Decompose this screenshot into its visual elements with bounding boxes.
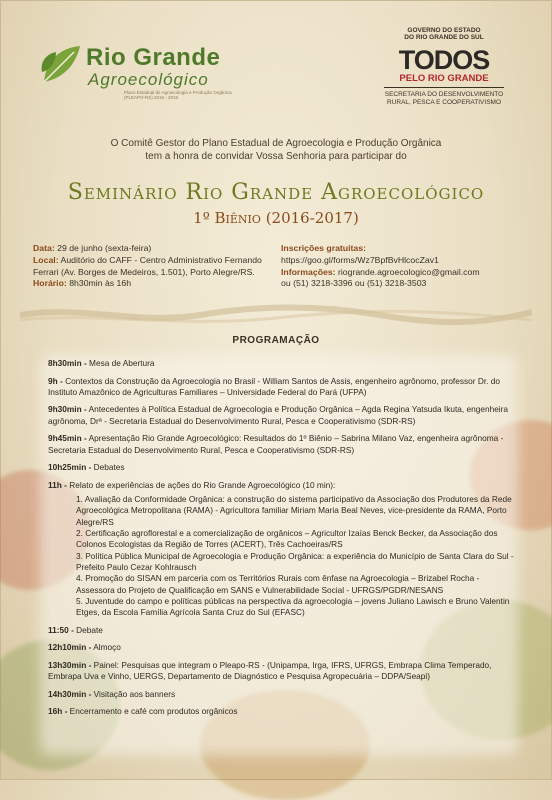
program-list	[48, 358, 518, 724]
todos-brand: TODOS	[398, 45, 490, 75]
experience-item: 3. Política Pública Municipal de Agroecologia e Produção Orgânica: a experiência do Município de Santa Clara do Sul - Prefeito Paulo Cezar Kohlrausch	[76, 550, 514, 572]
experience-item: 5. Juventude do campo e políticas públicas na perspectiva da agroecologia – jovens Juliano Lawisch e Bruno Valentin Etges, da Escola Família Agrícola Santa Cruz do Sul (EFASC)	[76, 595, 510, 618]
experience-item: 4. Promoção do SISAN em parceria com os Territórios Rurais com ênfase na Agroecologia – Brizabel Rocha - Assessora do Projeto de Qualificação em SANS e Vulnerabilidade Social - UFRGS/PGDR/NESANS	[76, 573, 480, 595]
gov-divider	[384, 87, 504, 88]
program-item: 12h10min - Almoço	[48, 642, 121, 653]
program-item: 11h - Relato de experiências de ações do Rio Grande Agroecológico (10 min): 1. Avaliação da Conformidade Orgânica: a construção do sistema participativo da Associação dos Produtores da Rede Agroecológica Metropolitana (RAMA) - Agricultora familiar Miriam Maria Beal Neves, vice-presidente da RAMA, Porto Alegre/RS 2. Certificação agroflorestal e a comercialização de orgânicos – Agricultor Izaías Benck Becker, da Associação dos Colonos Ecologistas da Região de Torres (ACERT), Três Cachoeiras/RS 3. Política Pública Municipal de Agroecologia e Produção Orgânica: a experiência do Município de Santa Clara do Sul - Prefeito Paulo Cezar Kohlrausch 4. Promoção do SISAN em parceria com os Territórios Rurais com ênfase na Agroecologia – Brizabel Rocha - Assessora do Projeto de Qualificação em SANS e Vulnerabilidade Social - UFRGS/PGDR/NESANS 5. Juventude do campo e políticas públicas na perspectiva da agroecologia – jovens Juliano Lawisch e Bruno Valentin Etges, da Escola Família Agrícola Santa Cruz do Sul (EFASC)	[48, 480, 518, 619]
program-item: 13h30min - Painel: Pesquisas que integram o Pleapo-RS - (Unipampa, Irga, IFRS, UFRGS, Embrapa Clima Temperado, Embrapa Uva e Vinho, UERGS, Departamento de Diagnóstico e Pesquisa Agropecuária – DDPA/Seapi)	[48, 659, 492, 682]
place-label: Local:	[33, 254, 59, 265]
gov-line1: GOVERNO DO ESTADO	[407, 27, 481, 34]
place-value: Auditório do CAFF - Centro Administrativo Fernando Ferrari (Av. Borges de Medeiros, 1.501), Porto Alegre/RS.	[33, 254, 262, 277]
date-label: Data:	[33, 243, 55, 253]
registration-info	[281, 243, 521, 290]
registration-link[interactable]: https://goo.gl/forms/Wz7BpfBvHlcocZav1	[281, 254, 439, 265]
program-item: 9h45min - Apresentação Rio Grande Agroecológico: Resultados do 1º Biênio – Sabrina Milano Vaz, engenheira agrônoma - Secretaria Estadual do Desenvolvimento Rural, Pesca e Cooperativismo (SDR-RS)	[48, 433, 504, 455]
program-item: 9h30min - Antecedentes à Política Estadual de Agroecologia e Produção Orgânica – Agda Regina Yatsuda Ikuta, engenheira agrônoma, Drª - Secretaria Estadual do Desenvolvimento Rural, Pesca e Cooperativismo (SDR-RS)	[48, 404, 509, 426]
rio-grande-agroecologico-logo	[40, 38, 240, 100]
government-logo	[378, 27, 510, 107]
program-item: 14h30min - Visitação aos banners	[48, 688, 176, 699]
contact-email[interactable]: riogrande.agroecologico@gmail.com	[335, 266, 480, 277]
experience-list	[48, 494, 518, 618]
program-item: 10h25min - Debates	[48, 462, 125, 473]
secretaria-line1: SECRETARIA DO DESENVOLVIMENTO	[384, 91, 504, 98]
contact-label: Informações:	[281, 266, 336, 277]
secretaria-line2: RURAL, PESCA E COOPERATIVISMO	[386, 99, 502, 106]
experience-item: 1. Avaliação da Conformidade Orgânica: a construção do sistema participativo da Associação dos Produtores da Rede Agroecológica Metropolitana (RAMA) - Agricultora familiar Miriam Maria Beal Neves, vice-presidente da RAMA, Porto Alegre/RS	[76, 494, 512, 527]
contact-phone: ou (51) 3218-3396 ou (51) 3218-3503	[281, 278, 427, 289]
date-row	[33, 243, 273, 255]
logo-line2: Agroecológico	[88, 70, 209, 89]
event-info	[33, 243, 273, 290]
experience-item: 2. Certificação agroflorestal e a comercialização de orgânicos – Agricultor Izaías Benck Becker, da Associação dos Colonos Ecologistas da Região de Torres (ACERT), Três Cachoeiras/RS	[76, 528, 498, 550]
gov-line2: DO RIO GRANDE DO SUL	[404, 34, 484, 41]
contact-row	[281, 267, 521, 279]
leaf-icon	[40, 42, 86, 86]
seminar-title: Seminário Rio Grande Agroecológico	[67, 180, 485, 205]
intro-line2: tem a honra de convidar Vossa Senhoria para participar do	[145, 151, 407, 162]
time-label: Horário:	[33, 278, 67, 289]
program-heading: PROGRAMAÇÃO	[232, 335, 320, 346]
program-item: 16h - Encerramento e café com produtos orgânicos	[48, 706, 238, 717]
seminar-subtitle: 1º Biênio (2016-2017)	[193, 209, 359, 227]
invitation-intro	[60, 137, 492, 163]
todos-brand-sub: PELO RIO GRANDE	[399, 73, 489, 84]
program-item: 11:50 - Debate	[48, 624, 103, 635]
ornament-divider	[20, 300, 532, 330]
program-item: 9h - Contextos da Construção da Agroecologia no Brasil - William Santos de Assis, engenheiro agrônomo, professor Dr. do Instituto Amazônico de Agriculturas Familiares – Universidade Federal do Pará (UFPA)	[48, 375, 500, 397]
registration-label: Inscrições gratuitas:	[281, 243, 366, 253]
time-value: 8h30min às 16h	[66, 278, 132, 289]
place-row	[33, 255, 273, 279]
date-value: 29 de junho (sexta-feira)	[54, 243, 152, 253]
logo-line1: Rio Grande	[86, 44, 221, 71]
program-item: 8h30min - Mesa de Abertura	[48, 358, 155, 368]
intro-line1: O Comitê Gestor do Plano Estadual de Agroecologia e Produção Orgânica	[110, 138, 442, 149]
time-row	[33, 278, 273, 290]
logo-tagline: Plano Estadual de Agroecologia e Produção Orgânica (PLEAPO-RS) 2016 - 2018	[124, 90, 232, 100]
